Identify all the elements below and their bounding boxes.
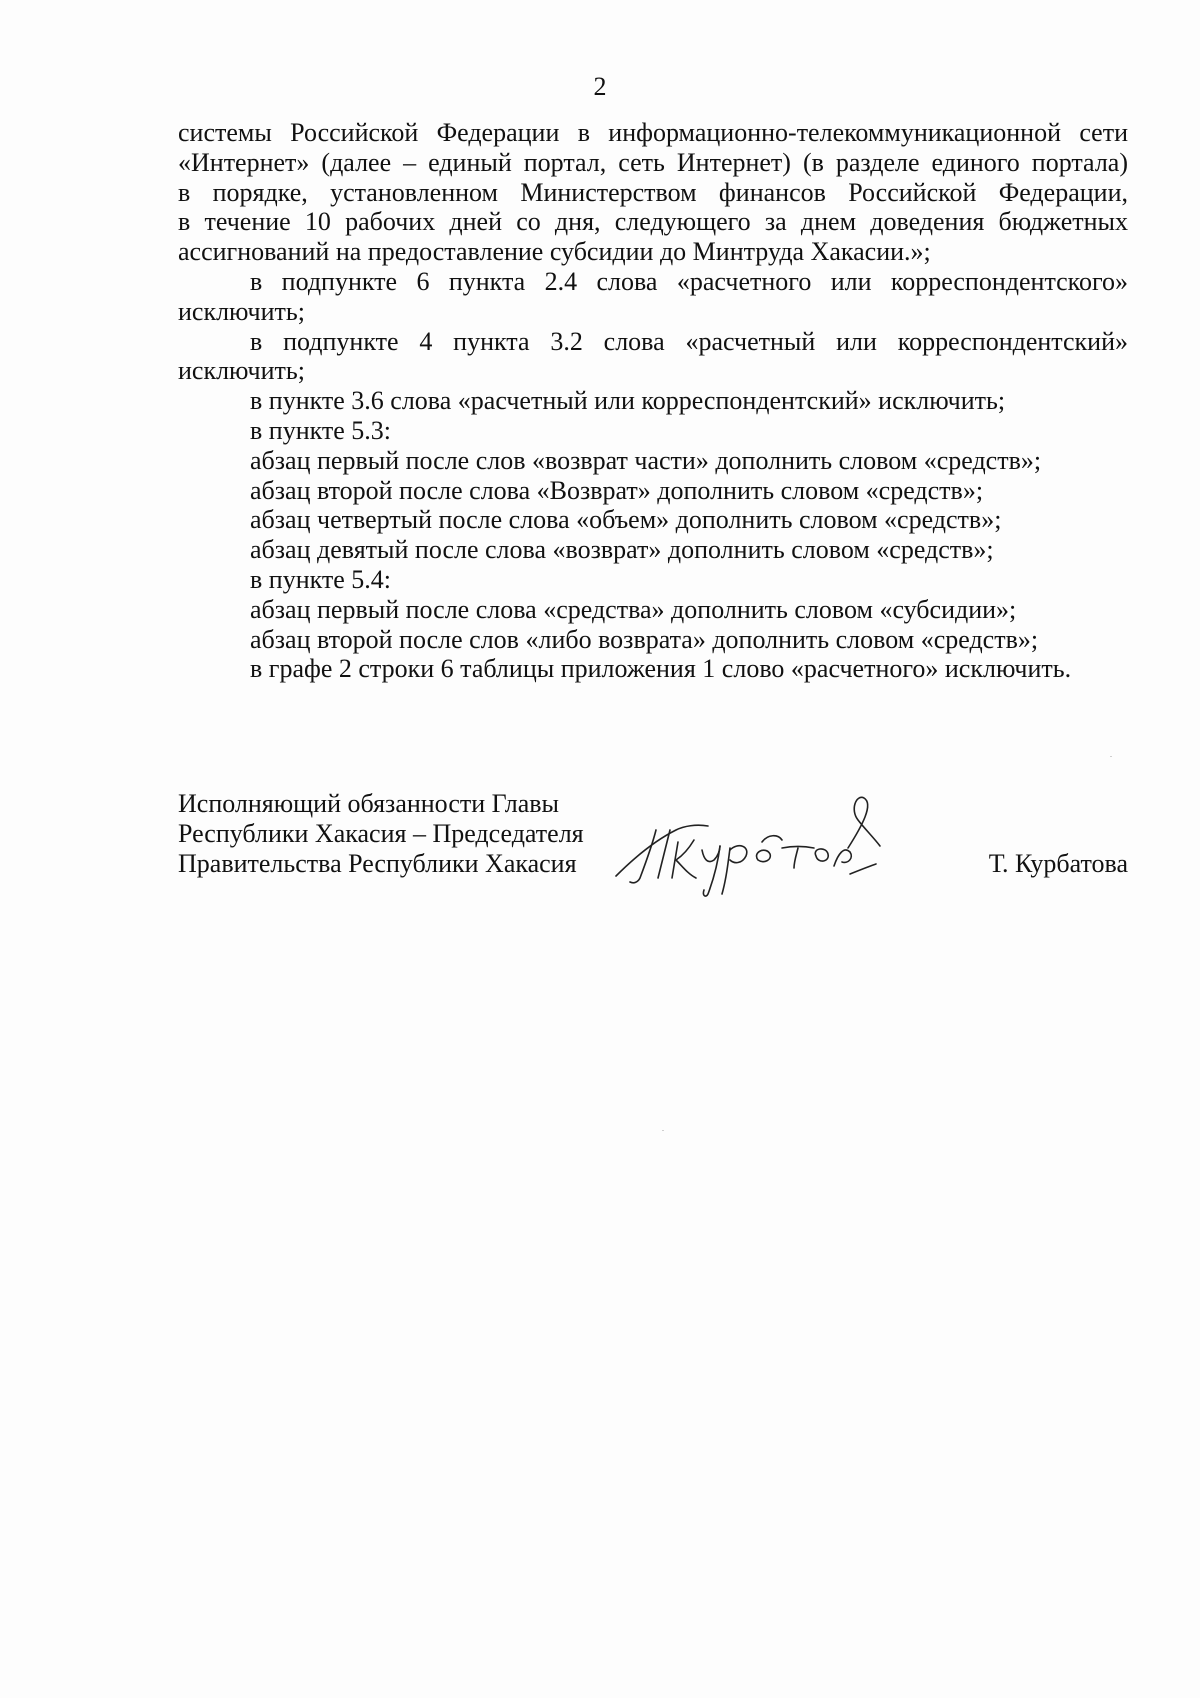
page-number: 2 (593, 72, 607, 101)
body-line: в пункте 3.6 слова «расчетный или корреспондентский» исключить; (250, 386, 1006, 416)
body-line: абзац первый после слова «средства» дополнить словом «субсидии»; (250, 594, 1017, 624)
body-line: абзац второй после слова «Возврат» дополнить словом «средств»; (250, 475, 984, 505)
handwritten-signature (612, 790, 892, 900)
signer-position (178, 789, 584, 879)
body-line: абзац девятый после слова «возврат» дополнить словом «средств»; (250, 535, 994, 565)
signer-name: Т. Курбатова (988, 849, 1128, 878)
signer-position-line: Исполняющий обязанности Главы (178, 789, 559, 818)
body-line: ассигнований на предоставление субсидии до Минтруда Хакасии.»; (178, 237, 931, 267)
body-line: в пункте 5.4: (250, 564, 392, 594)
body-line: абзац первый после слов «возврат части» дополнить словом «средств»; (250, 445, 1042, 475)
scan-speck (1110, 756, 1112, 757)
body-line: в графе 2 строки 6 таблицы приложения 1 слово «расчетного» исключить. (250, 654, 1072, 684)
body-line: в течение 10 рабочих дней со дня, следующего за днем доведения бюджетных (178, 207, 1128, 237)
signer-position-line: Республики Хакасия – Председателя (178, 819, 584, 848)
body-line: исключить; (178, 296, 305, 326)
body-line: абзац второй после слов «либо возврата» дополнить словом «средств»; (250, 624, 1039, 654)
body-line: в порядке, установленном Министерством финансов Российской Федерации, (178, 177, 1128, 207)
document-body (178, 118, 1128, 684)
body-line: в подпункте 6 пункта 2.4 слова «расчетного или корреспондентского» (250, 266, 1128, 296)
body-line: системы Российской Федерации в информационно-телекоммуникационной сети (178, 118, 1128, 147)
signer-position-line: Правительства Республики Хакасия (178, 849, 577, 878)
body-line: исключить; (178, 356, 305, 386)
body-line: абзац четвертый после слова «объем» дополнить словом «средств»; (250, 505, 1002, 535)
body-line: «Интернет» (далее – единый портал, сеть Интернет) (в разделе единого портала) (178, 147, 1128, 177)
body-line: в пункте 5.3: (250, 415, 392, 445)
scan-speck (662, 1130, 664, 1131)
body-line: в подпункте 4 пункта 3.2 слова «расчетный или корреспондентский» (250, 326, 1128, 356)
